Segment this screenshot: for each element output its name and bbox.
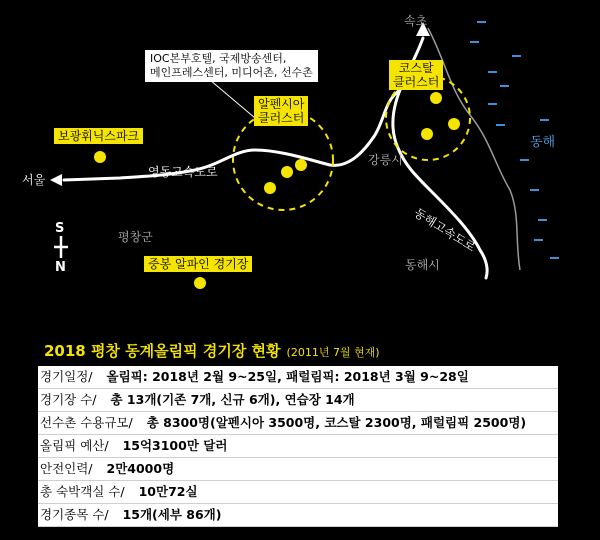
venue-label-alpensia xyxy=(254,96,308,126)
info-row xyxy=(38,435,558,458)
venue-dot xyxy=(281,166,293,178)
info-row-value: 2만4000명 xyxy=(106,461,175,476)
place-sokcho: 속초 xyxy=(404,14,428,28)
info-row-key: 경기종목 수/ xyxy=(40,507,109,522)
info-row xyxy=(38,504,558,527)
info-row-key: 총 숙박객실 수/ xyxy=(40,484,125,499)
info-row-value: 총 13개(기존 7개, 신규 6개), 연습장 14개 xyxy=(110,392,355,407)
info-row xyxy=(38,458,558,481)
coastal-line-2: 클러스터 xyxy=(393,75,440,89)
venue-dot xyxy=(448,118,460,130)
info-row xyxy=(38,389,558,412)
place-donghae-city: 동해시 xyxy=(405,258,440,272)
venue-label-coastal xyxy=(389,60,443,90)
venue-dot xyxy=(94,151,106,163)
venue-dot xyxy=(421,128,433,140)
pointer-line xyxy=(210,80,255,118)
coastal-line-1: 코스탈 xyxy=(398,61,434,75)
venue-label-jungbong: 중봉 알파인 경기장 xyxy=(144,256,252,272)
info-row-key: 올림픽 예산/ xyxy=(40,438,109,453)
info-row-value: 15억3100만 달러 xyxy=(122,438,228,453)
place-seoul: 서울 xyxy=(22,173,46,187)
alpensia-line-1: 알펜시아 xyxy=(258,97,305,111)
facilities-line-2: 메인프레스센터, 미디어촌, 선수촌 xyxy=(150,66,313,79)
info-row-value: 10만72실 xyxy=(138,484,198,499)
road-label-donghae: 동해고속도로 xyxy=(411,205,478,255)
facilities-box xyxy=(145,50,318,82)
venue-dot xyxy=(194,277,206,289)
info-row xyxy=(38,481,558,504)
venue-dot xyxy=(295,159,307,171)
info-row-value: 15개(세부 86개) xyxy=(122,507,222,522)
info-row-value: 올림픽: 2018년 2월 9~25일, 패럴림픽: 2018년 3월 9~28일 xyxy=(106,369,469,384)
seoul-arrow-icon xyxy=(50,174,62,186)
place-east-sea: 동해 xyxy=(530,135,556,150)
info-subtitle: (2011년 7월 현재) xyxy=(286,346,380,359)
compass-south-letter: S xyxy=(55,221,65,236)
info-row-key: 경기장 수/ xyxy=(40,392,97,407)
venue-dot xyxy=(430,92,442,104)
info-row xyxy=(38,412,558,435)
info-row xyxy=(38,366,558,389)
info-row-key: 경기일정/ xyxy=(40,369,93,384)
info-row-key: 안전인력/ xyxy=(40,461,93,476)
compass-north-letter: N xyxy=(55,260,66,275)
info-title-text: 2018 평창 동계올림픽 경기장 현황 xyxy=(44,342,281,360)
info-title xyxy=(44,340,380,361)
compass-icon xyxy=(54,236,68,258)
facilities-line-1: IOC본부호텔, 국제방송센터, xyxy=(150,52,287,65)
place-gangneung: 강릉시 xyxy=(368,153,403,167)
venue-dot xyxy=(264,182,276,194)
info-row-key: 선수촌 수용규모/ xyxy=(40,415,133,430)
place-pyeongchang: 평창군 xyxy=(118,230,153,244)
info-row-value: 총 8300명(알펜시아 3500명, 코스탈 2300명, 패럴림픽 2500명) xyxy=(146,415,527,430)
road-label-yeongdong: 영동고속도로 xyxy=(148,165,218,179)
venue-label-bogwang: 보광휘닉스파크 xyxy=(54,128,143,144)
alpensia-line-2: 클러스터 xyxy=(258,111,305,125)
